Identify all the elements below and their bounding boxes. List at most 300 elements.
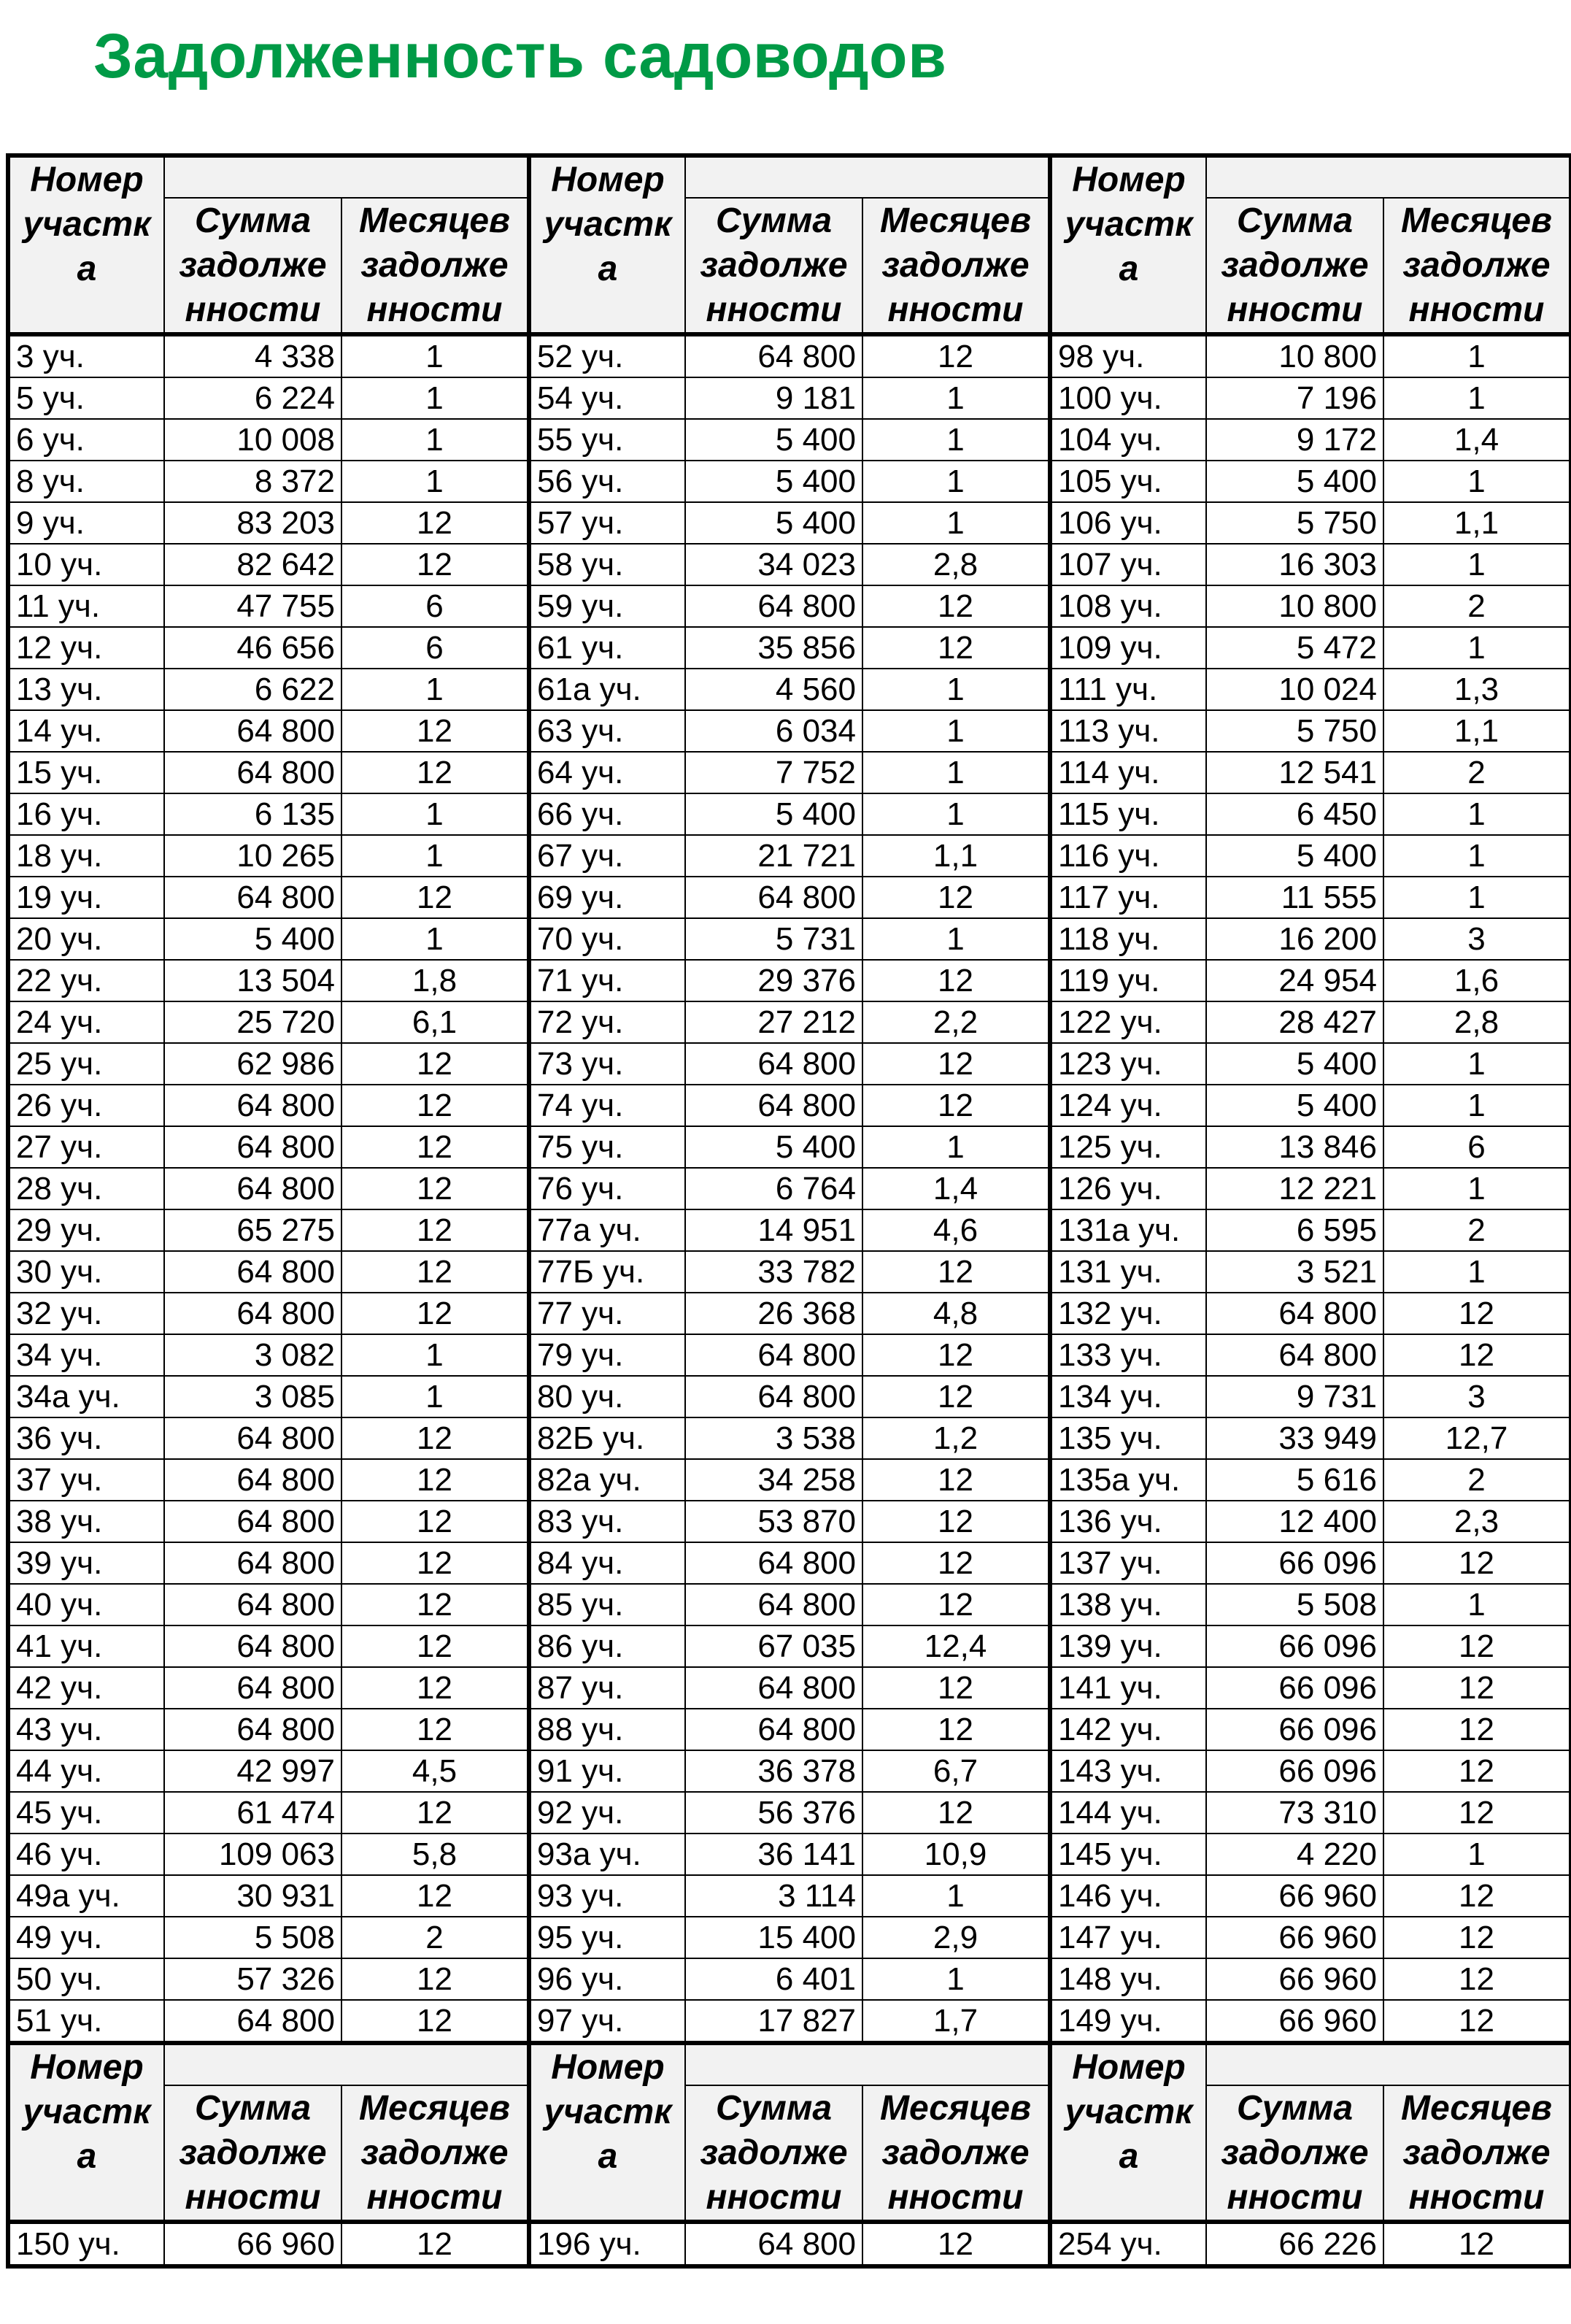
debt-months-cell: 12	[341, 2000, 529, 2043]
debt-sum-cell: 5 400	[164, 918, 341, 960]
table-row	[8, 1750, 1571, 1792]
header-plot-number	[1050, 155, 1206, 334]
plot-number-cell: 18 уч.	[8, 835, 164, 877]
debt-sum-cell: 6 135	[164, 793, 341, 835]
plot-number-cell: 93а уч.	[529, 1834, 685, 1875]
debt-sum-cell: 65 275	[164, 1209, 341, 1251]
debt-sum-cell: 10 008	[164, 419, 341, 461]
header-plot-number	[529, 155, 685, 334]
debt-sum-cell: 29 376	[685, 960, 862, 1001]
debt-sum-cell: 33 949	[1206, 1417, 1383, 1459]
debt-months-cell: 12	[862, 1376, 1050, 1417]
table-row	[8, 377, 1571, 419]
plot-number-cell: 20 уч.	[8, 918, 164, 960]
debt-sum-cell: 6 401	[685, 1958, 862, 2000]
debt-months-cell: 12	[341, 1251, 529, 1293]
table-row	[8, 1667, 1571, 1709]
debt-sum-cell: 5 400	[1206, 461, 1383, 502]
debt-months-cell: 12	[341, 1542, 529, 1584]
debt-months-cell: 1	[1383, 1584, 1571, 1625]
plot-number-cell: 50 уч.	[8, 1958, 164, 2000]
header-plot-label: Номер участк а	[1065, 161, 1193, 288]
debt-sum-cell: 66 226	[1206, 2222, 1383, 2266]
header-plot-label: Номер участк а	[544, 2048, 672, 2176]
plot-number-cell: 83 уч.	[529, 1501, 685, 1542]
debt-sum-cell: 5 400	[1206, 835, 1383, 877]
header-sum-label: Сумма задолже нности	[700, 2089, 848, 2217]
table-row	[8, 1459, 1571, 1501]
debt-sum-cell: 5 750	[1206, 710, 1383, 752]
debt-sum-cell: 28 427	[1206, 1001, 1383, 1043]
debt-months-cell: 1	[341, 669, 529, 710]
debt-sum-cell: 61 474	[164, 1792, 341, 1834]
table-row	[8, 669, 1571, 710]
debt-months-cell: 2	[1383, 585, 1571, 627]
debt-sum-cell: 3 114	[685, 1875, 862, 1917]
table-row	[8, 1376, 1571, 1417]
debt-months-cell: 1	[862, 419, 1050, 461]
plot-number-cell: 77Б уч.	[529, 1251, 685, 1293]
debt-months-cell: 1,1	[1383, 502, 1571, 544]
debt-months-cell: 1	[862, 461, 1050, 502]
table-row	[8, 877, 1571, 918]
plot-number-cell: 84 уч.	[529, 1542, 685, 1584]
debt-sum-cell: 64 800	[164, 1126, 341, 1168]
plot-number-cell: 58 уч.	[529, 544, 685, 585]
table-row	[8, 1875, 1571, 1917]
header-sum	[1206, 198, 1383, 334]
debt-months-cell: 12	[341, 1085, 529, 1126]
debt-sum-cell: 66 096	[1206, 1667, 1383, 1709]
table-row	[8, 334, 1571, 377]
debt-months-cell: 2,9	[862, 1917, 1050, 1958]
plot-number-cell: 13 уч.	[8, 669, 164, 710]
plot-number-cell: 254 уч.	[1050, 2222, 1206, 2266]
plot-number-cell: 138 уч.	[1050, 1584, 1206, 1625]
debt-sum-cell: 36 141	[685, 1834, 862, 1875]
header-months	[1383, 2085, 1571, 2222]
debt-months-cell: 2	[341, 1917, 529, 1958]
plot-number-cell: 42 уч.	[8, 1667, 164, 1709]
plot-number-cell: 69 уч.	[529, 877, 685, 918]
table-row	[8, 585, 1571, 627]
table-row	[8, 1126, 1571, 1168]
table-row	[8, 1834, 1571, 1875]
plot-number-cell: 29 уч.	[8, 1209, 164, 1251]
debt-sum-cell: 35 856	[685, 627, 862, 669]
debt-months-cell: 6	[1383, 1126, 1571, 1168]
debt-sum-cell: 5 750	[1206, 502, 1383, 544]
debt-months-cell: 12	[862, 1709, 1050, 1750]
debt-months-cell: 1	[341, 419, 529, 461]
plot-number-cell: 124 уч.	[1050, 1085, 1206, 1126]
debt-months-cell: 12	[862, 627, 1050, 669]
debt-sum-cell: 16 303	[1206, 544, 1383, 585]
debt-sum-cell: 12 400	[1206, 1501, 1383, 1542]
header-plot-number	[529, 2043, 685, 2222]
plot-number-cell: 64 уч.	[529, 752, 685, 793]
plot-number-cell: 85 уч.	[529, 1584, 685, 1625]
plot-number-cell: 114 уч.	[1050, 752, 1206, 793]
table-row	[8, 1792, 1571, 1834]
header-sum	[1206, 2085, 1383, 2222]
debt-months-cell: 1	[1383, 835, 1571, 877]
debt-sum-cell: 9 181	[685, 377, 862, 419]
debt-months-cell: 12	[341, 1043, 529, 1085]
table-row	[8, 1251, 1571, 1293]
debt-months-cell: 12	[341, 1584, 529, 1625]
header-sum	[164, 198, 341, 334]
debt-sum-cell: 9 172	[1206, 419, 1383, 461]
plot-number-cell: 26 уч.	[8, 1085, 164, 1126]
debt-sum-cell: 5 731	[685, 918, 862, 960]
debt-months-cell: 12	[341, 1293, 529, 1334]
debt-months-cell: 1	[341, 377, 529, 419]
debt-sum-cell: 64 800	[164, 1542, 341, 1584]
debt-sum-cell: 5 400	[1206, 1085, 1383, 1126]
debt-sum-cell: 17 827	[685, 2000, 862, 2043]
debt-months-cell: 12	[862, 1667, 1050, 1709]
debt-months-cell: 2	[1383, 1209, 1571, 1251]
table-row	[8, 1958, 1571, 2000]
debt-months-cell: 12	[1383, 2000, 1571, 2043]
debt-sum-cell: 64 800	[685, 1043, 862, 1085]
plot-number-cell: 95 уч.	[529, 1917, 685, 1958]
plot-number-cell: 61а уч.	[529, 669, 685, 710]
debt-months-cell: 12	[341, 1792, 529, 1834]
debt-months-cell: 2	[1383, 1459, 1571, 1501]
debt-months-cell: 12	[341, 1875, 529, 1917]
plot-number-cell: 88 уч.	[529, 1709, 685, 1750]
debt-sum-cell: 5 508	[1206, 1584, 1383, 1625]
plot-number-cell: 74 уч.	[529, 1085, 685, 1126]
debt-months-cell: 2	[1383, 752, 1571, 793]
header-spacer	[685, 155, 1050, 198]
debt-months-cell: 12	[862, 334, 1050, 377]
header-sum	[685, 198, 862, 334]
debt-months-cell: 12	[341, 1209, 529, 1251]
header-months	[1383, 198, 1571, 334]
debt-sum-cell: 5 400	[685, 419, 862, 461]
plot-number-cell: 63 уч.	[529, 710, 685, 752]
table-row	[8, 2000, 1571, 2043]
table-row	[8, 1334, 1571, 1376]
debt-sum-cell: 21 721	[685, 835, 862, 877]
debt-months-cell: 12	[862, 877, 1050, 918]
table-row	[8, 1542, 1571, 1584]
plot-number-cell: 93 уч.	[529, 1875, 685, 1917]
header-plot-number	[8, 155, 164, 334]
debt-months-cell: 1	[862, 710, 1050, 752]
plot-number-cell: 136 уч.	[1050, 1501, 1206, 1542]
debt-sum-cell: 4 220	[1206, 1834, 1383, 1875]
plot-number-cell: 41 уч.	[8, 1625, 164, 1667]
plot-number-cell: 196 уч.	[529, 2222, 685, 2266]
debt-months-cell: 12	[862, 1459, 1050, 1501]
plot-number-cell: 125 уч.	[1050, 1126, 1206, 1168]
debt-months-cell: 1	[1383, 1251, 1571, 1293]
plot-number-cell: 79 уч.	[529, 1334, 685, 1376]
debt-months-cell: 5,8	[341, 1834, 529, 1875]
debt-months-cell: 12	[862, 1542, 1050, 1584]
debt-sum-cell: 64 800	[164, 1168, 341, 1209]
debt-months-cell: 2,3	[1383, 1501, 1571, 1542]
debt-months-cell: 12	[1383, 1709, 1571, 1750]
debt-sum-cell: 64 800	[685, 334, 862, 377]
header-sum	[164, 2085, 341, 2222]
debt-months-cell: 12	[341, 544, 529, 585]
header-months-label: Месяцев задолже нности	[1400, 2089, 1553, 2217]
debt-months-cell: 1	[1383, 461, 1571, 502]
plot-number-cell: 34 уч.	[8, 1334, 164, 1376]
header-plot-label: Номер участк а	[23, 161, 151, 288]
plot-number-cell: 100 уч.	[1050, 377, 1206, 419]
debt-months-cell: 2,8	[1383, 1001, 1571, 1043]
plot-number-cell: 30 уч.	[8, 1251, 164, 1293]
debt-sum-cell: 10 800	[1206, 585, 1383, 627]
debt-months-cell: 12	[1383, 1792, 1571, 1834]
debt-months-cell: 12	[862, 1501, 1050, 1542]
debt-sum-cell: 5 400	[685, 502, 862, 544]
plot-number-cell: 146 уч.	[1050, 1875, 1206, 1917]
debt-sum-cell: 83 203	[164, 502, 341, 544]
plot-number-cell: 82Б уч.	[529, 1417, 685, 1459]
table-row	[8, 1709, 1571, 1750]
plot-number-cell: 66 уч.	[529, 793, 685, 835]
plot-number-cell: 137 уч.	[1050, 1542, 1206, 1584]
debt-months-cell: 1	[1383, 1168, 1571, 1209]
debt-sum-cell: 64 800	[685, 1584, 862, 1625]
table-row	[8, 918, 1571, 960]
debt-sum-cell: 67 035	[685, 1625, 862, 1667]
debt-months-cell: 1	[1383, 377, 1571, 419]
table-row	[8, 461, 1571, 502]
plot-number-cell: 11 уч.	[8, 585, 164, 627]
debt-months-cell: 1	[341, 1376, 529, 1417]
debt-months-cell: 12	[862, 2222, 1050, 2266]
plot-number-cell: 14 уч.	[8, 710, 164, 752]
plot-number-cell: 37 уч.	[8, 1459, 164, 1501]
plot-number-cell: 76 уч.	[529, 1168, 685, 1209]
debt-sum-cell: 3 521	[1206, 1251, 1383, 1293]
plot-number-cell: 123 уч.	[1050, 1043, 1206, 1085]
debt-sum-cell: 33 782	[685, 1251, 862, 1293]
debt-sum-cell: 16 200	[1206, 918, 1383, 960]
header-months	[341, 2085, 529, 2222]
debt-months-cell: 1,1	[1383, 710, 1571, 752]
debt-months-cell: 1,4	[1383, 419, 1571, 461]
debt-sum-cell: 13 504	[164, 960, 341, 1001]
debt-sum-cell: 6 622	[164, 669, 341, 710]
header-months	[862, 198, 1050, 334]
plot-number-cell: 49 уч.	[8, 1917, 164, 1958]
debt-months-cell: 12	[862, 960, 1050, 1001]
header-plot-label: Номер участк а	[544, 161, 672, 288]
plot-number-cell: 19 уч.	[8, 877, 164, 918]
debt-sum-cell: 10 265	[164, 835, 341, 877]
page-title: Задолженность садоводов	[93, 21, 947, 91]
debt-months-cell: 12	[341, 2222, 529, 2266]
plot-number-cell: 9 уч.	[8, 502, 164, 544]
plot-number-cell: 133 уч.	[1050, 1334, 1206, 1376]
debt-sum-cell: 57 326	[164, 1958, 341, 2000]
debt-sum-cell: 64 800	[164, 1667, 341, 1709]
debt-sum-cell: 13 846	[1206, 1126, 1383, 1168]
plot-number-cell: 150 уч.	[8, 2222, 164, 2266]
debt-months-cell: 12	[1383, 1293, 1571, 1334]
debt-sum-cell: 64 800	[685, 1542, 862, 1584]
debt-sum-cell: 64 800	[685, 1085, 862, 1126]
debt-months-cell: 12	[341, 1709, 529, 1750]
debt-months-cell: 2,8	[862, 544, 1050, 585]
plot-number-cell: 57 уч.	[529, 502, 685, 544]
plot-number-cell: 98 уч.	[1050, 334, 1206, 377]
debt-sum-cell: 53 870	[685, 1501, 862, 1542]
plot-number-cell: 104 уч.	[1050, 419, 1206, 461]
debt-sum-cell: 15 400	[685, 1917, 862, 1958]
debt-sum-cell: 30 931	[164, 1875, 341, 1917]
debt-months-cell: 1	[1383, 1043, 1571, 1085]
plot-number-cell: 51 уч.	[8, 2000, 164, 2043]
plot-number-cell: 126 уч.	[1050, 1168, 1206, 1209]
debt-sum-cell: 5 472	[1206, 627, 1383, 669]
debt-months-cell: 1,7	[862, 2000, 1050, 2043]
debt-sum-cell: 4 338	[164, 334, 341, 377]
plot-number-cell: 10 уч.	[8, 544, 164, 585]
plot-number-cell: 141 уч.	[1050, 1667, 1206, 1709]
debt-sum-cell: 11 555	[1206, 877, 1383, 918]
debt-months-cell: 1	[862, 669, 1050, 710]
plot-number-cell: 113 уч.	[1050, 710, 1206, 752]
debt-sum-cell: 64 800	[685, 2222, 862, 2266]
debt-sum-cell: 5 400	[685, 1126, 862, 1168]
plot-number-cell: 119 уч.	[1050, 960, 1206, 1001]
debt-months-cell: 12	[1383, 1958, 1571, 2000]
debt-months-cell: 3	[1383, 918, 1571, 960]
table-row	[8, 1584, 1571, 1625]
debt-sum-cell: 5 400	[685, 461, 862, 502]
table-row	[8, 835, 1571, 877]
debt-sum-cell: 7 752	[685, 752, 862, 793]
debt-months-cell: 12	[862, 1584, 1050, 1625]
plot-number-cell: 38 уч.	[8, 1501, 164, 1542]
debt-months-cell: 1	[862, 502, 1050, 544]
debt-months-cell: 1	[1383, 544, 1571, 585]
plot-number-cell: 40 уч.	[8, 1584, 164, 1625]
header-months	[341, 198, 529, 334]
plot-number-cell: 87 уч.	[529, 1667, 685, 1709]
plot-number-cell: 75 уч.	[529, 1126, 685, 1168]
plot-number-cell: 12 уч.	[8, 627, 164, 669]
debt-months-cell: 1	[1383, 1834, 1571, 1875]
table-row	[8, 1168, 1571, 1209]
debt-sum-cell: 64 800	[164, 1417, 341, 1459]
plot-number-cell: 46 уч.	[8, 1834, 164, 1875]
debt-sum-cell: 66 960	[164, 2222, 341, 2266]
debt-sum-cell: 66 096	[1206, 1625, 1383, 1667]
debt-months-cell: 12	[1383, 1917, 1571, 1958]
debt-months-cell: 1	[1383, 793, 1571, 835]
debt-sum-cell: 64 800	[685, 877, 862, 918]
debt-months-cell: 1	[341, 918, 529, 960]
table-row	[8, 960, 1571, 1001]
debt-sum-cell: 82 642	[164, 544, 341, 585]
header-plot-label: Номер участк а	[1065, 2048, 1193, 2176]
plot-number-cell: 131 уч.	[1050, 1251, 1206, 1293]
plot-number-cell: 15 уч.	[8, 752, 164, 793]
debt-sum-cell: 6 595	[1206, 1209, 1383, 1251]
debt-sum-cell: 56 376	[685, 1792, 862, 1834]
table-row	[8, 1293, 1571, 1334]
plot-number-cell: 72 уч.	[529, 1001, 685, 1043]
plot-number-cell: 115 уч.	[1050, 793, 1206, 835]
header-sum-label: Сумма задолже нности	[179, 2089, 327, 2217]
debt-months-cell: 12	[1383, 1875, 1571, 1917]
debt-sum-cell: 9 731	[1206, 1376, 1383, 1417]
debt-sum-cell: 5 616	[1206, 1459, 1383, 1501]
table-row	[8, 710, 1571, 752]
debt-sum-cell: 5 508	[164, 1917, 341, 1958]
debt-sum-cell: 4 560	[685, 669, 862, 710]
plot-number-cell: 97 уч.	[529, 2000, 685, 2043]
plot-number-cell: 86 уч.	[529, 1625, 685, 1667]
debt-sum-cell: 64 800	[164, 1085, 341, 1126]
plot-number-cell: 106 уч.	[1050, 502, 1206, 544]
plot-number-cell: 145 уч.	[1050, 1834, 1206, 1875]
debt-sum-cell: 42 997	[164, 1750, 341, 1792]
debt-table	[6, 153, 1571, 2269]
plot-number-cell: 70 уч.	[529, 918, 685, 960]
table-row	[8, 419, 1571, 461]
debt-sum-cell: 27 212	[685, 1001, 862, 1043]
plot-number-cell: 28 уч.	[8, 1168, 164, 1209]
plot-number-cell: 149 уч.	[1050, 2000, 1206, 2043]
plot-number-cell: 82а уч.	[529, 1459, 685, 1501]
debt-months-cell: 1,4	[862, 1168, 1050, 1209]
table-row	[8, 1417, 1571, 1459]
debt-months-cell: 12	[862, 1085, 1050, 1126]
debt-months-cell: 1	[341, 1334, 529, 1376]
debt-months-cell: 12	[341, 752, 529, 793]
debt-months-cell: 12	[862, 1251, 1050, 1293]
debt-sum-cell: 36 378	[685, 1750, 862, 1792]
debt-sum-cell: 64 800	[685, 1667, 862, 1709]
table-row	[8, 627, 1571, 669]
plot-number-cell: 71 уч.	[529, 960, 685, 1001]
debt-sum-cell: 8 372	[164, 461, 341, 502]
debt-sum-cell: 64 800	[1206, 1293, 1383, 1334]
header-months	[862, 2085, 1050, 2222]
plot-number-cell: 5 уч.	[8, 377, 164, 419]
debt-months-cell: 12	[341, 1459, 529, 1501]
plot-number-cell: 34а уч.	[8, 1376, 164, 1417]
debt-sum-cell: 66 096	[1206, 1750, 1383, 1792]
debt-months-cell: 1	[862, 1126, 1050, 1168]
header-months-label: Месяцев задолже нности	[358, 2089, 511, 2217]
debt-months-cell: 1	[862, 793, 1050, 835]
debt-sum-cell: 109 063	[164, 1834, 341, 1875]
debt-months-cell: 12	[862, 1043, 1050, 1085]
plot-number-cell: 73 уч.	[529, 1043, 685, 1085]
debt-months-cell: 1	[862, 918, 1050, 960]
plot-number-cell: 25 уч.	[8, 1043, 164, 1085]
debt-months-cell: 12	[1383, 1542, 1571, 1584]
debt-sum-cell: 64 800	[164, 1584, 341, 1625]
debt-months-cell: 12	[341, 1625, 529, 1667]
debt-sum-cell: 64 800	[685, 1376, 862, 1417]
debt-months-cell: 1,8	[341, 960, 529, 1001]
debt-sum-cell: 64 800	[164, 752, 341, 793]
